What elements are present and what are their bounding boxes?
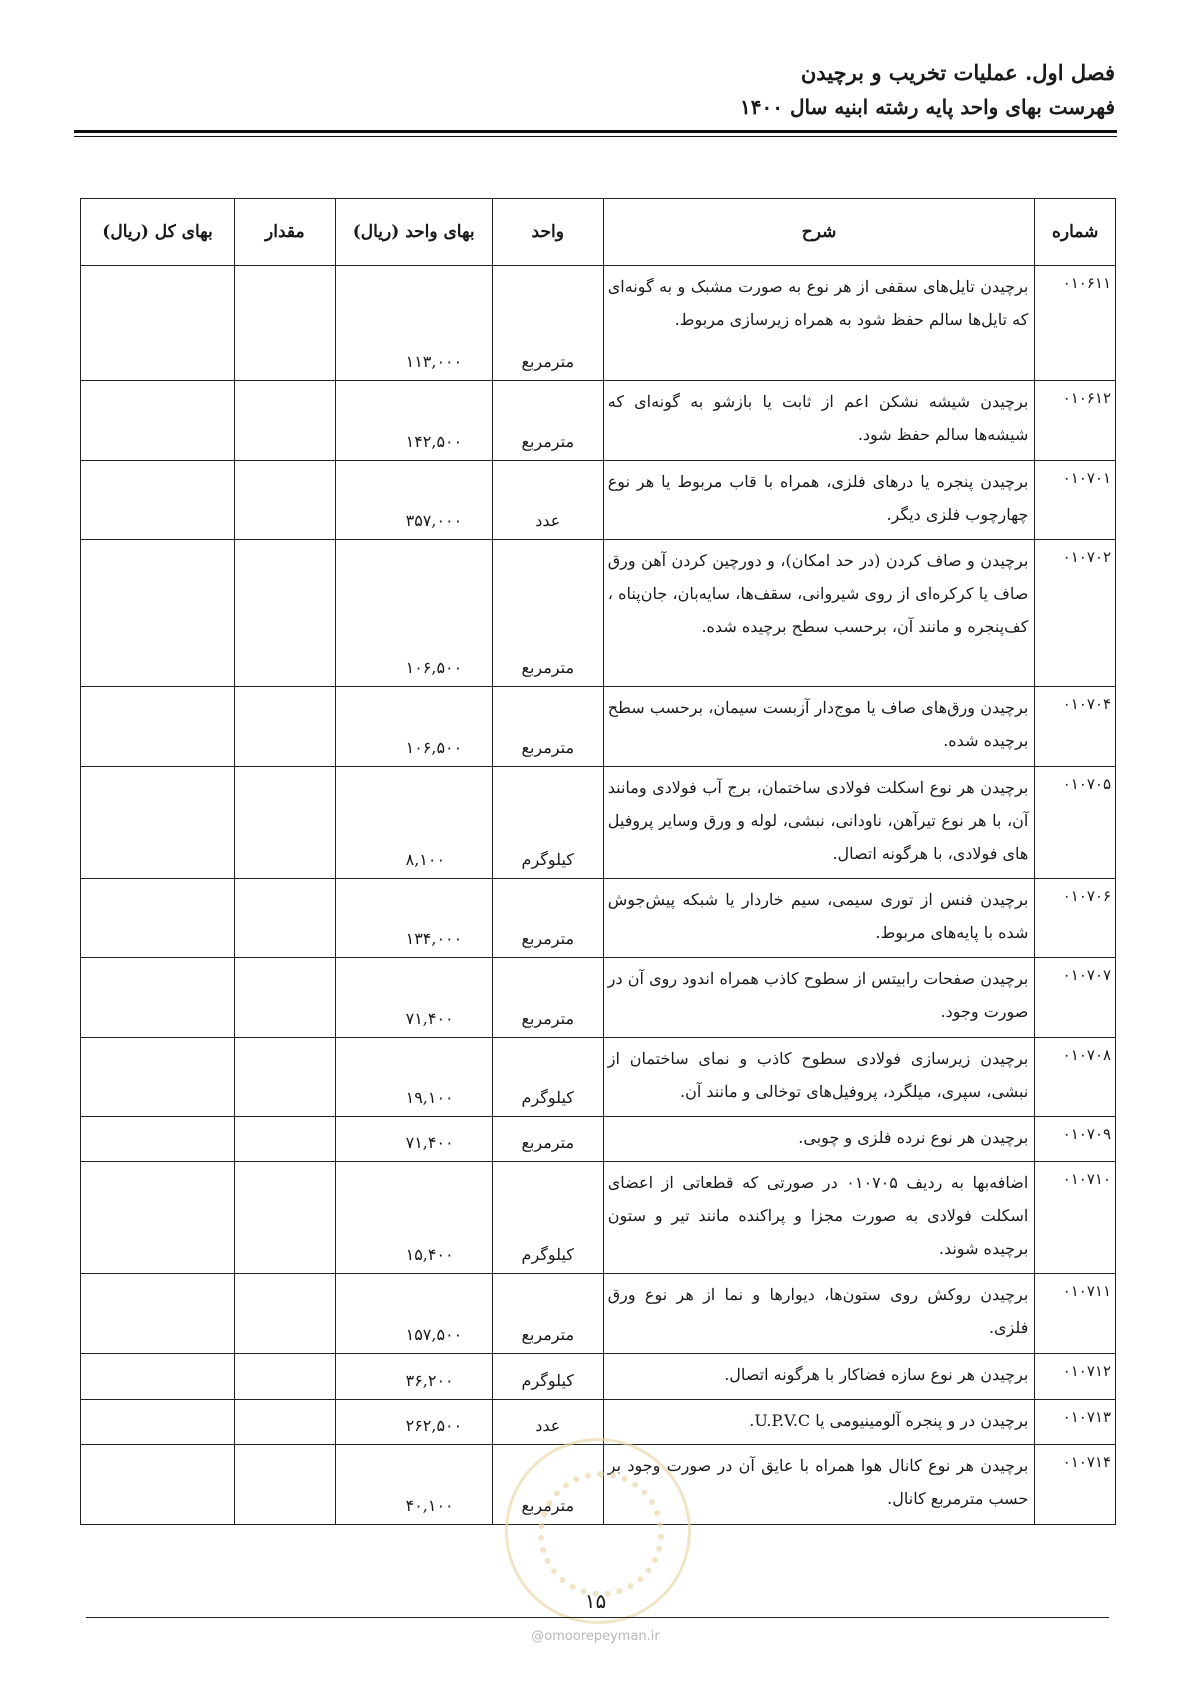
header-unit: واحد	[492, 199, 603, 266]
row-description: برچیدن هر نوع اسکلت فولادی ساختمان، برج آب فولادی ومانند آن، با هر نوع تیرآهن، ناودانی، نبشی، لوله و ورق وسایر پروفیل های فولادی، با هرگونه اتصال.	[603, 767, 1035, 879]
footer-website: @omoorepeyman.ir	[531, 1629, 660, 1644]
row-total-price	[81, 1038, 235, 1117]
row-code: ۰۱۰۷۰۸	[1035, 1038, 1116, 1117]
row-description: برچیدن فنس از توری سیمی، سیم خاردار یا شبکه پیش‌جوش شده با پایه‌های مربوط.	[603, 879, 1035, 958]
row-unit: کیلوگرم	[492, 767, 603, 879]
table-row	[81, 958, 1116, 1038]
row-unit: عدد	[492, 461, 603, 540]
row-quantity	[235, 1400, 336, 1445]
row-unit-price: ۱۴۲,۵۰۰	[335, 381, 492, 461]
table-row	[81, 1162, 1116, 1274]
row-code: ۰۱۰۷۱۲	[1035, 1354, 1116, 1400]
price-list-table	[80, 198, 1116, 1525]
table-row	[81, 1038, 1116, 1117]
row-unit-price: ۸,۱۰۰	[335, 767, 492, 879]
row-unit: مترمربع	[492, 266, 603, 381]
row-code: ۰۱۰۷۰۲	[1035, 540, 1116, 687]
page-header	[76, 58, 1115, 122]
row-unit-price: ۷۱,۴۰۰	[335, 1117, 492, 1162]
row-description: برچیدن صفحات رابیتس از سطوح کاذب همراه اندود روی آن در صورت وجود.	[603, 958, 1035, 1038]
row-description: برچیدن پنجره یا درهای فلزی، همراه با قاب مربوط یا هر نوع چهارچوب فلزی دیگر.	[603, 461, 1035, 540]
row-quantity	[235, 1117, 336, 1162]
row-code: ۰۱۰۷۱۳	[1035, 1400, 1116, 1445]
table-row	[81, 381, 1116, 461]
row-quantity	[235, 540, 336, 687]
row-quantity	[235, 266, 336, 381]
row-unit: مترمربع	[492, 879, 603, 958]
row-total-price	[81, 767, 235, 879]
row-unit: مترمربع	[492, 381, 603, 461]
document-title: فهرست بهای واحد پایه رشته ابنیه سال ۱۴۰۰	[740, 95, 1115, 119]
row-unit: مترمربع	[492, 1445, 603, 1525]
row-quantity	[235, 1354, 336, 1400]
table-row	[81, 879, 1116, 958]
table-header-row	[81, 199, 1116, 266]
row-code: ۰۱۰۷۰۷	[1035, 958, 1116, 1038]
header-rule-thick	[74, 130, 1117, 133]
footer-rule	[86, 1617, 1109, 1618]
table-row	[81, 1354, 1116, 1400]
row-total-price	[81, 461, 235, 540]
row-quantity	[235, 1162, 336, 1274]
row-total-price	[81, 1274, 235, 1354]
row-total-price	[81, 1117, 235, 1162]
table-row	[81, 1117, 1116, 1162]
row-code: ۰۱۰۷۱۱	[1035, 1274, 1116, 1354]
row-quantity	[235, 687, 336, 767]
row-quantity	[235, 461, 336, 540]
row-code: ۰۱۰۷۰۴	[1035, 687, 1116, 767]
row-total-price	[81, 879, 235, 958]
header-quantity: مقدار	[235, 199, 336, 266]
header-description: شرح	[603, 199, 1035, 266]
row-description: برچیدن هر نوع نرده فلزی و چوبی.	[603, 1117, 1035, 1162]
row-description: برچیدن هر نوع سازه فضاکار با هرگونه اتصال.	[603, 1354, 1035, 1400]
row-unit-price: ۱۳۴,۰۰۰	[335, 879, 492, 958]
row-description: برچیدن شیشه نشکن اعم از ثابت یا بازشو به گونه‌ای که شیشه‌ها سالم حفظ شود.	[603, 381, 1035, 461]
row-description: اضافه‌بها به ردیف ۰۱۰۷۰۵ در صورتی که قطعاتی از اعضای اسکلت فولادی به صورت مجزا و پراکنده مانند تیر و ستون برچیده شوند.	[603, 1162, 1035, 1274]
header-unit-price: بهای واحد (ریال)	[335, 199, 492, 266]
row-total-price	[81, 1400, 235, 1445]
row-description: برچیدن در و پنجره آلومینیومی یا U.P.V.C.	[603, 1400, 1035, 1445]
row-quantity	[235, 1274, 336, 1354]
row-unit-price: ۱۱۳,۰۰۰	[335, 266, 492, 381]
table-row	[81, 1274, 1116, 1354]
row-quantity	[235, 879, 336, 958]
row-unit-price: ۱۵۷,۵۰۰	[335, 1274, 492, 1354]
row-unit: عدد	[492, 1400, 603, 1445]
row-unit: کیلوگرم	[492, 1162, 603, 1274]
table-row	[81, 687, 1116, 767]
row-unit: مترمربع	[492, 687, 603, 767]
row-unit-price: ۴۰,۱۰۰	[335, 1445, 492, 1525]
row-code: ۰۱۰۷۱۴	[1035, 1445, 1116, 1525]
row-description: برچیدن تایل‌های سقفی از هر نوع به صورت مشبک و به گونه‌ای که تایل‌ها سالم حفظ شود به همراه زیرسازی مربوط.	[603, 266, 1035, 381]
row-total-price	[81, 958, 235, 1038]
row-unit: مترمربع	[492, 958, 603, 1038]
row-total-price	[81, 381, 235, 461]
row-quantity	[235, 1038, 336, 1117]
chapter-title: فصل اول. عملیات تخریب و برچیدن	[800, 60, 1115, 85]
header-rule-thin	[74, 136, 1117, 137]
row-unit: مترمربع	[492, 1274, 603, 1354]
row-unit-price: ۱۰۶,۵۰۰	[335, 540, 492, 687]
row-total-price	[81, 687, 235, 767]
row-unit-price: ۱۵,۴۰۰	[335, 1162, 492, 1274]
row-code: ۰۱۰۶۱۱	[1035, 266, 1116, 381]
row-unit: مترمربع	[492, 1117, 603, 1162]
row-unit-price: ۳۵۷,۰۰۰	[335, 461, 492, 540]
row-description: برچیدن روکش روی ستون‌ها، دیوارها و نما از هر نوع ورق فلزی.	[603, 1274, 1035, 1354]
row-code: ۰۱۰۷۰۱	[1035, 461, 1116, 540]
row-unit-price: ۱۰۶,۵۰۰	[335, 687, 492, 767]
row-quantity	[235, 767, 336, 879]
row-total-price	[81, 1162, 235, 1274]
row-description: برچیدن زیرسازی فولادی سطوح کاذب و نمای ساختمان از نبشی، سپری، میلگرد، پروفیل‌های توخالی و مانند آن.	[603, 1038, 1035, 1117]
header-total-price: بهای کل (ریال)	[81, 199, 235, 266]
row-unit-price: ۱۹,۱۰۰	[335, 1038, 492, 1117]
row-code: ۰۱۰۷۰۶	[1035, 879, 1116, 958]
row-code: ۰۱۰۶۱۲	[1035, 381, 1116, 461]
row-code: ۰۱۰۷۱۰	[1035, 1162, 1116, 1274]
row-unit: کیلوگرم	[492, 1354, 603, 1400]
row-total-price	[81, 540, 235, 687]
row-unit: مترمربع	[492, 540, 603, 687]
row-total-price	[81, 1445, 235, 1525]
row-total-price	[81, 1354, 235, 1400]
table-row	[81, 266, 1116, 381]
table-row	[81, 461, 1116, 540]
row-unit-price: ۳۶,۲۰۰	[335, 1354, 492, 1400]
page-number: ۱۵	[584, 1589, 607, 1613]
row-quantity	[235, 958, 336, 1038]
row-code: ۰۱۰۷۰۹	[1035, 1117, 1116, 1162]
table-row	[81, 767, 1116, 879]
header-code: شماره	[1035, 199, 1116, 266]
row-quantity	[235, 1445, 336, 1525]
row-unit: کیلوگرم	[492, 1038, 603, 1117]
row-code: ۰۱۰۷۰۵	[1035, 767, 1116, 879]
row-description: برچیدن هر نوع کانال هوا همراه با عایق آن در صورت وجود بر حسب مترمربع کانال.	[603, 1445, 1035, 1525]
row-description: برچیدن و صاف کردن (در حد امکان)، و دورچین کردن آهن ورق صاف یا کرکره‌ای از روی شیروانی، سقف‌ها، سایه‌بان، جان‌پناه ، کف‌پنجره و مانند آن، برحسب سطح برچیده شده.	[603, 540, 1035, 687]
row-unit-price: ۷۱,۴۰۰	[335, 958, 492, 1038]
row-unit-price: ۲۶۲,۵۰۰	[335, 1400, 492, 1445]
row-quantity	[235, 381, 336, 461]
row-description: برچیدن ورق‌های صاف یا موج‌دار آزبست سیمان، برحسب سطح برچیده شده.	[603, 687, 1035, 767]
row-total-price	[81, 266, 235, 381]
watermark-seal-inner	[538, 1471, 664, 1597]
table-row	[81, 540, 1116, 687]
